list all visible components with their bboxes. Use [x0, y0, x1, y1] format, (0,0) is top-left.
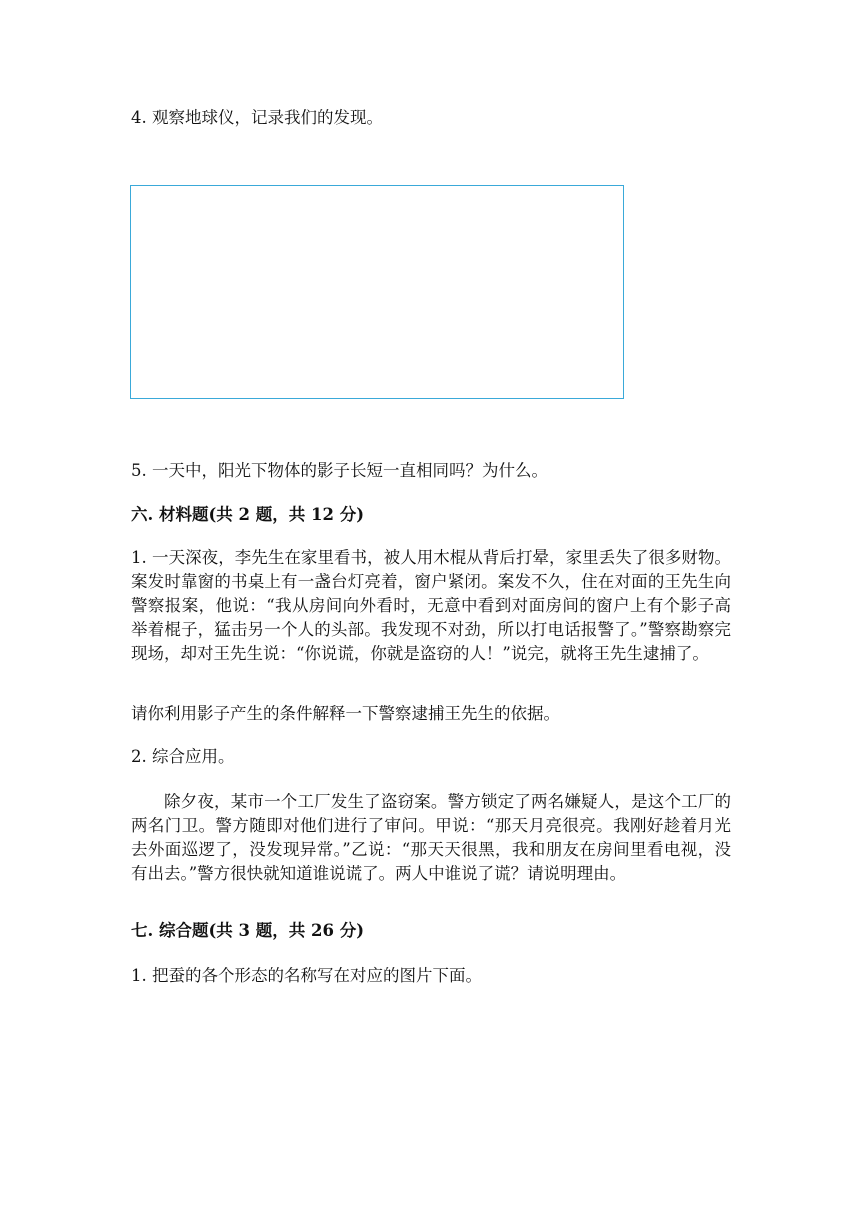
- section-6-title: 六. 材料题(共 2 题，共 12 分): [131, 505, 365, 524]
- question-5: 5. 一天中，阳光下物体的影子长短一直相同吗？为什么。: [131, 461, 548, 480]
- question-4: 4. 观察地球仪，记录我们的发现。: [131, 108, 383, 127]
- section-7-q1: 1. 把蚕的各个形态的名称写在对应的图片下面。: [131, 966, 482, 985]
- section-6-q2-title: 2. 综合应用。: [131, 747, 235, 766]
- section-6-q1-question: 请你利用影子产生的条件解释一下警察逮捕王先生的依据。: [131, 704, 560, 723]
- section-6-q2-text: 除夕夜，某市一个工厂发生了盗窃案。警方锁定了两名嫌疑人，是这个工厂的两名门卫。警方随即对他们进行了审问。甲说：“那天月亮很亮。我刚好趁着月光去外面巡逻了，没发现异常。”乙说：“那天天很黑，我和朋友在房间里看电视，没有出去。”警方很快就知道谁说谎了。两人中谁说了谎？请说明理由。: [131, 792, 731, 883]
- answer-box[interactable]: [130, 185, 624, 399]
- section-6-q1-material: 1. 一天深夜，李先生在家里看书，被人用木棍从背后打晕，家里丢失了很多财物。案发时靠窗的书桌上有一盏台灯亮着，窗户紧闭。案发不久，住在对面的王先生向警察报案，他说：“我从房间向外看时，无意中看到对面房间的窗户上有个影子高举着棍子，猛击另一个人的头部。我发现不对劲，所以打电话报警了。”警察勘察完现场，却对王先生说：“你说谎，你就是盗窃的人！”说完，就将王先生逮捕了。: [131, 548, 731, 663]
- section-7-title: 七. 综合题(共 3 题，共 26 分): [131, 921, 365, 940]
